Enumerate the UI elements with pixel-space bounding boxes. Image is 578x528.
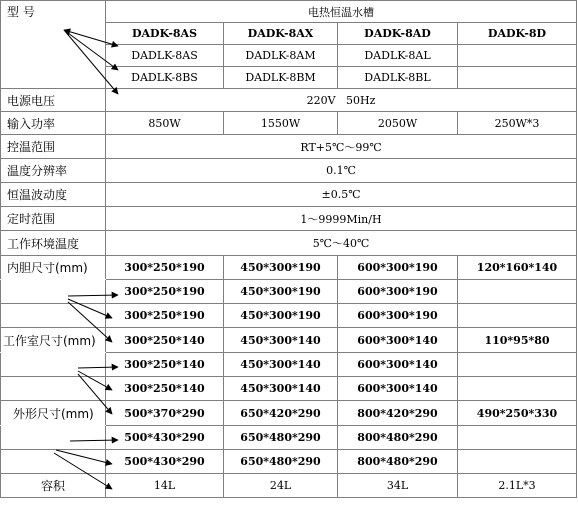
chamber-label: 工作室尺寸(mm) xyxy=(1,328,106,353)
model-cell: DADK-8AD xyxy=(338,23,458,45)
chamber-cell: 300*250*140 xyxy=(106,377,224,401)
chamber-cell: 300*250*140 xyxy=(106,353,224,377)
outer-cell: 800*480*290 xyxy=(338,450,458,474)
volume-value: 2.1L*3 xyxy=(458,474,577,498)
power-value: 2050W xyxy=(338,112,458,135)
outer-cell: 650*420*290 xyxy=(224,401,338,426)
chamber-cell: 600*300*140 xyxy=(338,353,458,377)
blank-cell xyxy=(1,280,106,304)
timer-value: 1～9999Min/H xyxy=(106,207,577,231)
chamber-row-3 xyxy=(1,377,577,401)
inner-cell: 120*160*140 xyxy=(458,256,577,280)
temp-range-row xyxy=(1,135,577,159)
chamber-row-2 xyxy=(1,353,577,377)
power-value: 1550W xyxy=(224,112,338,135)
voltage-value: 220V 50Hz xyxy=(106,89,577,112)
chamber-row-1 xyxy=(1,328,577,353)
chamber-cell: 110*95*80 xyxy=(458,328,577,353)
power-value: 250W*3 xyxy=(458,112,577,135)
inner-cell: 300*250*190 xyxy=(106,280,224,304)
chamber-cell: 450*300*140 xyxy=(224,377,338,401)
temp-range-label: 控温范围 xyxy=(1,135,106,159)
blank-cell xyxy=(1,450,106,474)
power-row xyxy=(1,112,577,135)
blank-cell xyxy=(1,353,106,377)
outer-cell: 490*250*330 xyxy=(458,401,577,426)
model-cell: DADLK-8BL xyxy=(338,67,458,89)
model-cell: DADLK-8AS xyxy=(106,45,224,67)
inner-row-1 xyxy=(1,256,577,280)
chamber-cell: 300*250*140 xyxy=(106,328,224,353)
outer-cell: 500*370*290 xyxy=(106,401,224,426)
chamber-cell xyxy=(458,377,577,401)
outer-cell xyxy=(458,450,577,474)
voltage-label: 电源电压 xyxy=(1,89,106,112)
outer-cell: 650*480*290 xyxy=(224,426,338,450)
model-cell: DADK-8AS xyxy=(106,23,224,45)
outer-row-2 xyxy=(1,426,577,450)
outer-cell xyxy=(458,426,577,450)
product-name: 电热恒温水槽 xyxy=(106,1,577,23)
inner-cell xyxy=(458,304,577,328)
inner-label: 内胆尺寸(mm) xyxy=(1,256,106,280)
chamber-cell: 600*300*140 xyxy=(338,328,458,353)
env-temp-label: 工作环境温度 xyxy=(1,231,106,256)
volume-label: 容积 xyxy=(1,474,106,498)
power-label: 输入功率 xyxy=(1,112,106,135)
chamber-cell: 450*300*140 xyxy=(224,353,338,377)
inner-cell: 600*300*190 xyxy=(338,280,458,304)
blank-cell xyxy=(1,377,106,401)
inner-cell: 600*300*190 xyxy=(338,304,458,328)
model-cell xyxy=(458,67,577,89)
model-cell: DADK-8AX xyxy=(224,23,338,45)
inner-cell: 300*250*190 xyxy=(106,256,224,280)
resolution-value: 0.1℃ xyxy=(106,159,577,183)
model-cell: DADLK-8AM xyxy=(224,45,338,67)
inner-cell: 450*300*190 xyxy=(224,304,338,328)
resolution-label: 温度分辨率 xyxy=(1,159,106,183)
blank-cell xyxy=(1,426,106,450)
volume-value: 34L xyxy=(338,474,458,498)
outer-cell: 650*480*290 xyxy=(224,450,338,474)
inner-cell: 450*300*190 xyxy=(224,256,338,280)
chamber-cell xyxy=(458,353,577,377)
header-row xyxy=(1,1,577,23)
temp-range-value: RT+5℃～99℃ xyxy=(106,135,577,159)
model-cell: DADLK-8BS xyxy=(106,67,224,89)
volume-value: 24L xyxy=(224,474,338,498)
chamber-cell: 450*300*140 xyxy=(224,328,338,353)
voltage-row xyxy=(1,89,577,112)
fluctuation-label: 恒温波动度 xyxy=(1,183,106,207)
chamber-cell: 600*300*140 xyxy=(338,377,458,401)
model-cell: DADLK-8AL xyxy=(338,45,458,67)
inner-cell: 450*300*190 xyxy=(224,280,338,304)
outer-row-1 xyxy=(1,401,577,426)
inner-row-2 xyxy=(1,280,577,304)
outer-cell: 800*420*290 xyxy=(338,401,458,426)
inner-cell: 300*250*190 xyxy=(106,304,224,328)
volume-row xyxy=(1,474,577,498)
env-temp-row xyxy=(1,231,577,256)
resolution-row xyxy=(1,159,577,183)
volume-value: 14L xyxy=(106,474,224,498)
power-value: 850W xyxy=(106,112,224,135)
timer-label: 定时范围 xyxy=(1,207,106,231)
model-label: 型 号 xyxy=(1,1,106,89)
outer-cell: 500*430*290 xyxy=(106,450,224,474)
fluctuation-row xyxy=(1,183,577,207)
blank-cell xyxy=(1,304,106,328)
model-cell xyxy=(458,45,577,67)
timer-row xyxy=(1,207,577,231)
outer-row-3 xyxy=(1,450,577,474)
inner-cell xyxy=(458,280,577,304)
env-temp-value: 5℃～40℃ xyxy=(106,231,577,256)
inner-cell: 600*300*190 xyxy=(338,256,458,280)
fluctuation-value: ±0.5℃ xyxy=(106,183,577,207)
inner-row-3 xyxy=(1,304,577,328)
outer-cell: 800*480*290 xyxy=(338,426,458,450)
model-cell: DADLK-8BM xyxy=(224,67,338,89)
outer-cell: 500*430*290 xyxy=(106,426,224,450)
model-cell: DADK-8D xyxy=(458,23,577,45)
outer-label: 外形尺寸(mm) xyxy=(1,401,106,426)
